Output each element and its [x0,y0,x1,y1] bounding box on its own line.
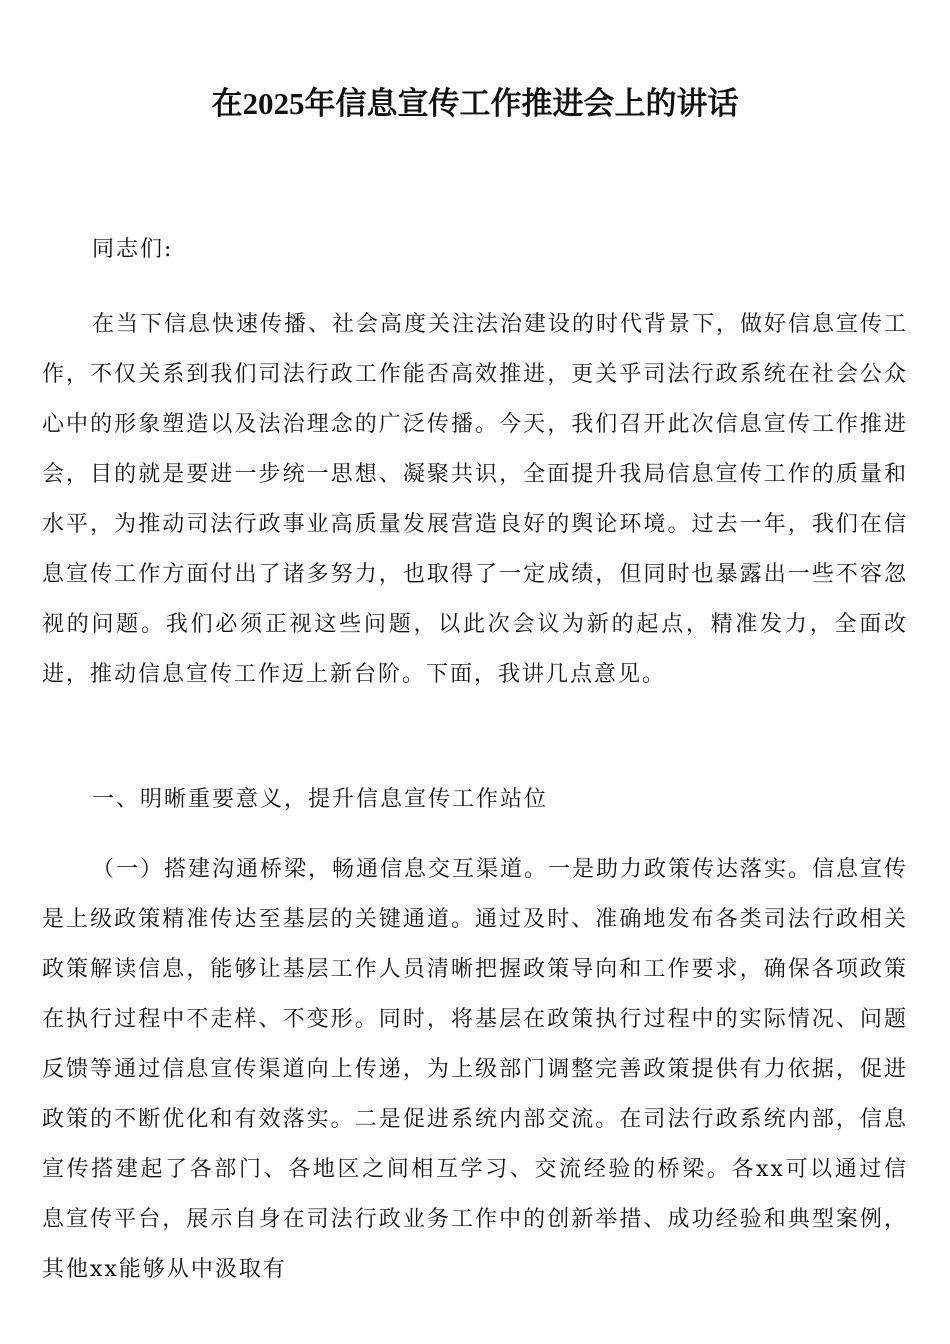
greeting: 同志们: [92,237,174,262]
document-title: 在2025年信息宣传工作推进会上的讲话 [211,86,739,121]
paragraph-intro: 在当下信息快速传播、社会高度关注法治建设的时代背景下，做好信息宣传工作，不仅关系到我们司法行政工作能否高效推进，更关乎司法行政系统在社会公众心中的形象塑造以及法治理念的广泛传播。今天，我们召开此次信息宣传工作推进会，目的就是要进一步统一思想、凝聚共识，全面提升我局信息宣传工作的质量和水平，为推动司法行政事业高质量发展营造良好的舆论环境。过去一年，我们在信息宣传工作方面付出了诸多努力，也取得了一定成绩，但同时也暴露出一些不容忽视的问题。我们必须正视这些问题，以此次会议为新的起点，精准发力，全面改进，推动信息宣传工作迈上新台阶。下面，我讲几点意见。 [42,312,909,687]
section-heading: 一、明晰重要意义，提升信息宣传工作站位 [92,787,549,812]
paragraph-subsection-one: （一）搭建沟通桥梁，畅通信息交互渠道。一是助力政策传达落实。信息宣传是上级政策精准传达至基层的关键通道。通过及时、准确地发布各类司法行政相关政策解读信息，能够让基层工作人员清晰把握政策导向和工作要求，确保各项政策在执行过程中不走样、不变形。同时，将基层在政策执行过程中的实际情况、问题反馈等通过信息宣传渠道向上传递，为上级部门调整完善政策提供有力依据，促进政策的不断优化和有效落实。二是促进系统内部交流。在司法行政系统内部，信息宣传搭建起了各部门、各地区之间相互学习、交流经验的桥梁。各xx可以通过信息宣传平台，展示自身在司法行政业务工作中的创新举措、成功经验和典型案例，其他xx能够从中汲取有 [42,857,909,1282]
